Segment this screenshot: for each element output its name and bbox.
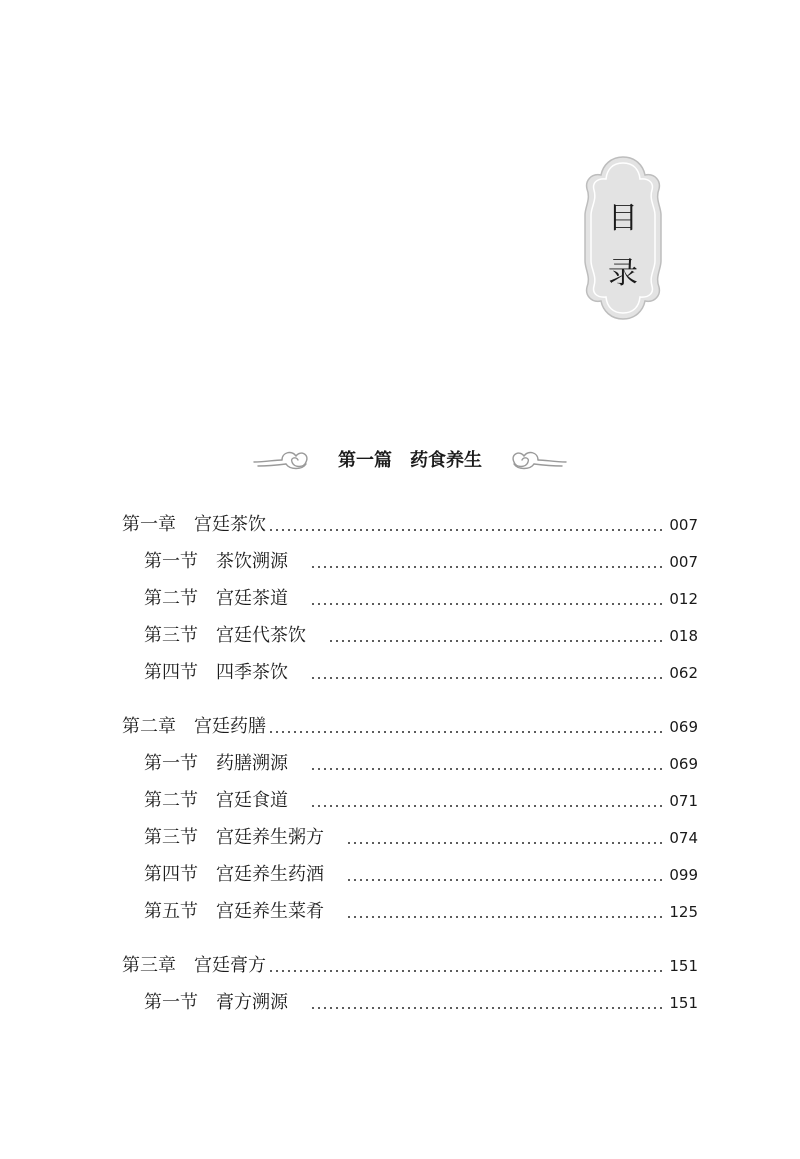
cloud-ornament-left-icon xyxy=(252,446,312,474)
toc-label: 第三节 宫廷养生粥方 xyxy=(144,827,342,848)
toc-section[interactable] xyxy=(144,899,698,925)
dot-leader xyxy=(310,1007,663,1009)
dot-leader xyxy=(268,970,663,972)
toc-page-number: 125 xyxy=(669,903,698,921)
toc-label: 第一节 茶饮溯源 xyxy=(144,551,306,572)
part-header xyxy=(0,440,800,480)
toc-label: 第二节 宫廷食道 xyxy=(144,790,306,811)
toc-section[interactable] xyxy=(144,788,698,814)
toc-title-char-lu: 录 xyxy=(608,256,638,291)
badge-frame xyxy=(583,155,663,321)
dot-leader xyxy=(310,677,663,679)
toc-page-number: 071 xyxy=(669,792,698,810)
toc-label: 第五节 宫廷养生菜肴 xyxy=(144,901,342,922)
toc-section[interactable] xyxy=(144,825,698,851)
dot-leader xyxy=(346,842,663,844)
toc-section[interactable] xyxy=(144,862,698,888)
toc-section[interactable] xyxy=(144,660,698,686)
toc-page-number: 062 xyxy=(669,664,698,682)
toc-page-number: 151 xyxy=(669,957,698,975)
toc-chapter-3[interactable] xyxy=(122,953,698,979)
dot-leader xyxy=(346,879,663,881)
toc-page-number: 007 xyxy=(669,553,698,571)
toc-section[interactable] xyxy=(144,990,698,1016)
part-title: 第一篇 药食养生 xyxy=(338,450,482,471)
toc-page-number: 074 xyxy=(669,829,698,847)
dot-leader xyxy=(310,805,663,807)
toc-title-char-mu: 目 xyxy=(608,201,638,236)
toc-label: 第一章 宫廷茶饮 xyxy=(122,514,266,535)
toc-page-number: 012 xyxy=(669,590,698,608)
toc-label: 第二节 宫廷茶道 xyxy=(144,588,306,609)
toc-page-number: 069 xyxy=(669,755,698,773)
toc-label: 第四节 宫廷养生药酒 xyxy=(144,864,342,885)
toc-label: 第三章 宫廷膏方 xyxy=(122,955,266,976)
dot-leader xyxy=(268,731,663,733)
dot-leader xyxy=(310,768,663,770)
toc-section[interactable] xyxy=(144,623,698,649)
toc-page-number: 069 xyxy=(669,718,698,736)
toc-label: 第二章 宫廷药膳 xyxy=(122,716,266,737)
toc-label: 第三节 宫廷代茶饮 xyxy=(144,625,324,646)
toc-page-number: 018 xyxy=(669,627,698,645)
dot-leader xyxy=(346,916,663,918)
toc-chapter-2[interactable] xyxy=(122,714,698,740)
dot-leader xyxy=(268,529,663,531)
toc-section[interactable] xyxy=(144,549,698,575)
toc-label: 第一节 膏方溯源 xyxy=(144,992,306,1013)
toc-section[interactable] xyxy=(144,586,698,612)
toc-page-number: 007 xyxy=(669,516,698,534)
toc-chapter-1[interactable] xyxy=(122,512,698,538)
cloud-ornament-right-icon xyxy=(508,446,568,474)
toc-label: 第四节 四季茶饮 xyxy=(144,662,306,683)
toc-page-number: 151 xyxy=(669,994,698,1012)
dot-leader xyxy=(310,566,663,568)
toc-title-badge xyxy=(583,155,663,321)
dot-leader xyxy=(328,640,663,642)
toc-section[interactable] xyxy=(144,751,698,777)
toc-page-number: 099 xyxy=(669,866,698,884)
toc-label: 第一节 药膳溯源 xyxy=(144,753,306,774)
dot-leader xyxy=(310,603,663,605)
